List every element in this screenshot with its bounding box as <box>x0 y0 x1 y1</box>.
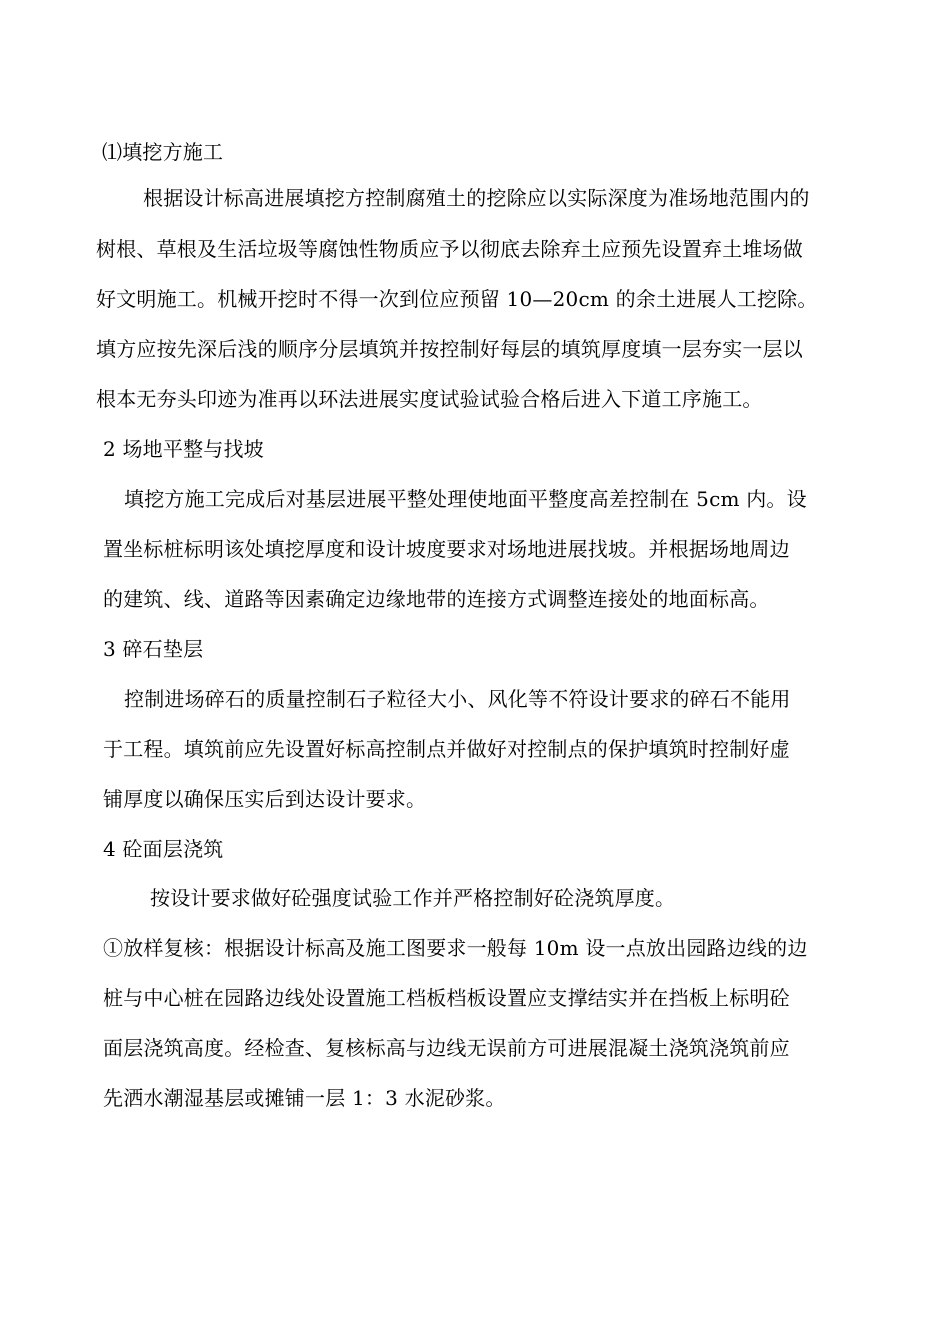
paragraph-line: 树根、草根及生活垃圾等腐蚀性物质应予以彻底去除弃土应预先设置弃土堆场做 <box>96 237 803 261</box>
section-heading-gravel: 3 碎石垫层 <box>103 637 204 661</box>
paragraph-line: 填方应按先深后浅的顺序分层填筑并按控制好每层的填筑厚度填一层夯实一层以 <box>96 337 803 361</box>
paragraph-line: 铺厚度以确保压实后到达设计要求。 <box>103 787 427 811</box>
paragraph-line: 先洒水潮湿基层或摊铺一层 1：3 水泥砂浆。 <box>103 1086 506 1110</box>
section-heading-grading: 2 场地平整与找坡 <box>103 437 264 461</box>
paragraph-line: 按设计要求做好砼强度试验工作并严格控制好砼浇筑厚度。 <box>150 886 676 910</box>
paragraph-line: 置坐标桩标明该处填挖厚度和设计坡度要求对场地进展找坡。并根据场地周边 <box>103 537 790 561</box>
paragraph-line: 好文明施工。机械开挖时不得一次到位应预留 10—20cm 的余土进展人工挖除。 <box>96 287 818 311</box>
paragraph-line: ①放样复核：根据设计标高及施工图要求一般每 10m 设一点放出园路边线的边 <box>103 936 808 960</box>
paragraph-line: 填挖方施工完成后对基层进展平整处理使地面平整度高差控制在 5cm 内。设 <box>124 487 807 511</box>
paragraph-line: 的建筑、线、道路等因素确定边缘地带的连接方式调整连接处的地面标高。 <box>103 587 770 611</box>
paragraph-line: 面层浇筑高度。经检查、复核标高与边线无误前方可进展混凝土浇筑浇筑前应 <box>103 1036 790 1060</box>
section-heading-concrete: 4 砼面层浇筑 <box>103 837 224 861</box>
paragraph-line: 根本无夯头印迹为准再以环法进展实度试验试验合格后进入下道工序施工。 <box>96 387 763 411</box>
section-heading-fill-excavation: ⑴填挖方施工 <box>102 140 224 164</box>
paragraph-line: 根据设计标高进展填挖方控制腐殖土的挖除应以实际深度为准场地范围内的 <box>143 186 810 210</box>
paragraph-line: 桩与中心桩在园路边线处设置施工档板档板设置应支撑结实并在挡板上标明砼 <box>103 986 790 1010</box>
paragraph-line: 控制进场碎石的质量控制石子粒径大小、风化等不符设计要求的碎石不能用 <box>124 687 791 711</box>
paragraph-line: 于工程。填筑前应先设置好标高控制点并做好对控制点的保护填筑时控制好虚 <box>103 737 790 761</box>
